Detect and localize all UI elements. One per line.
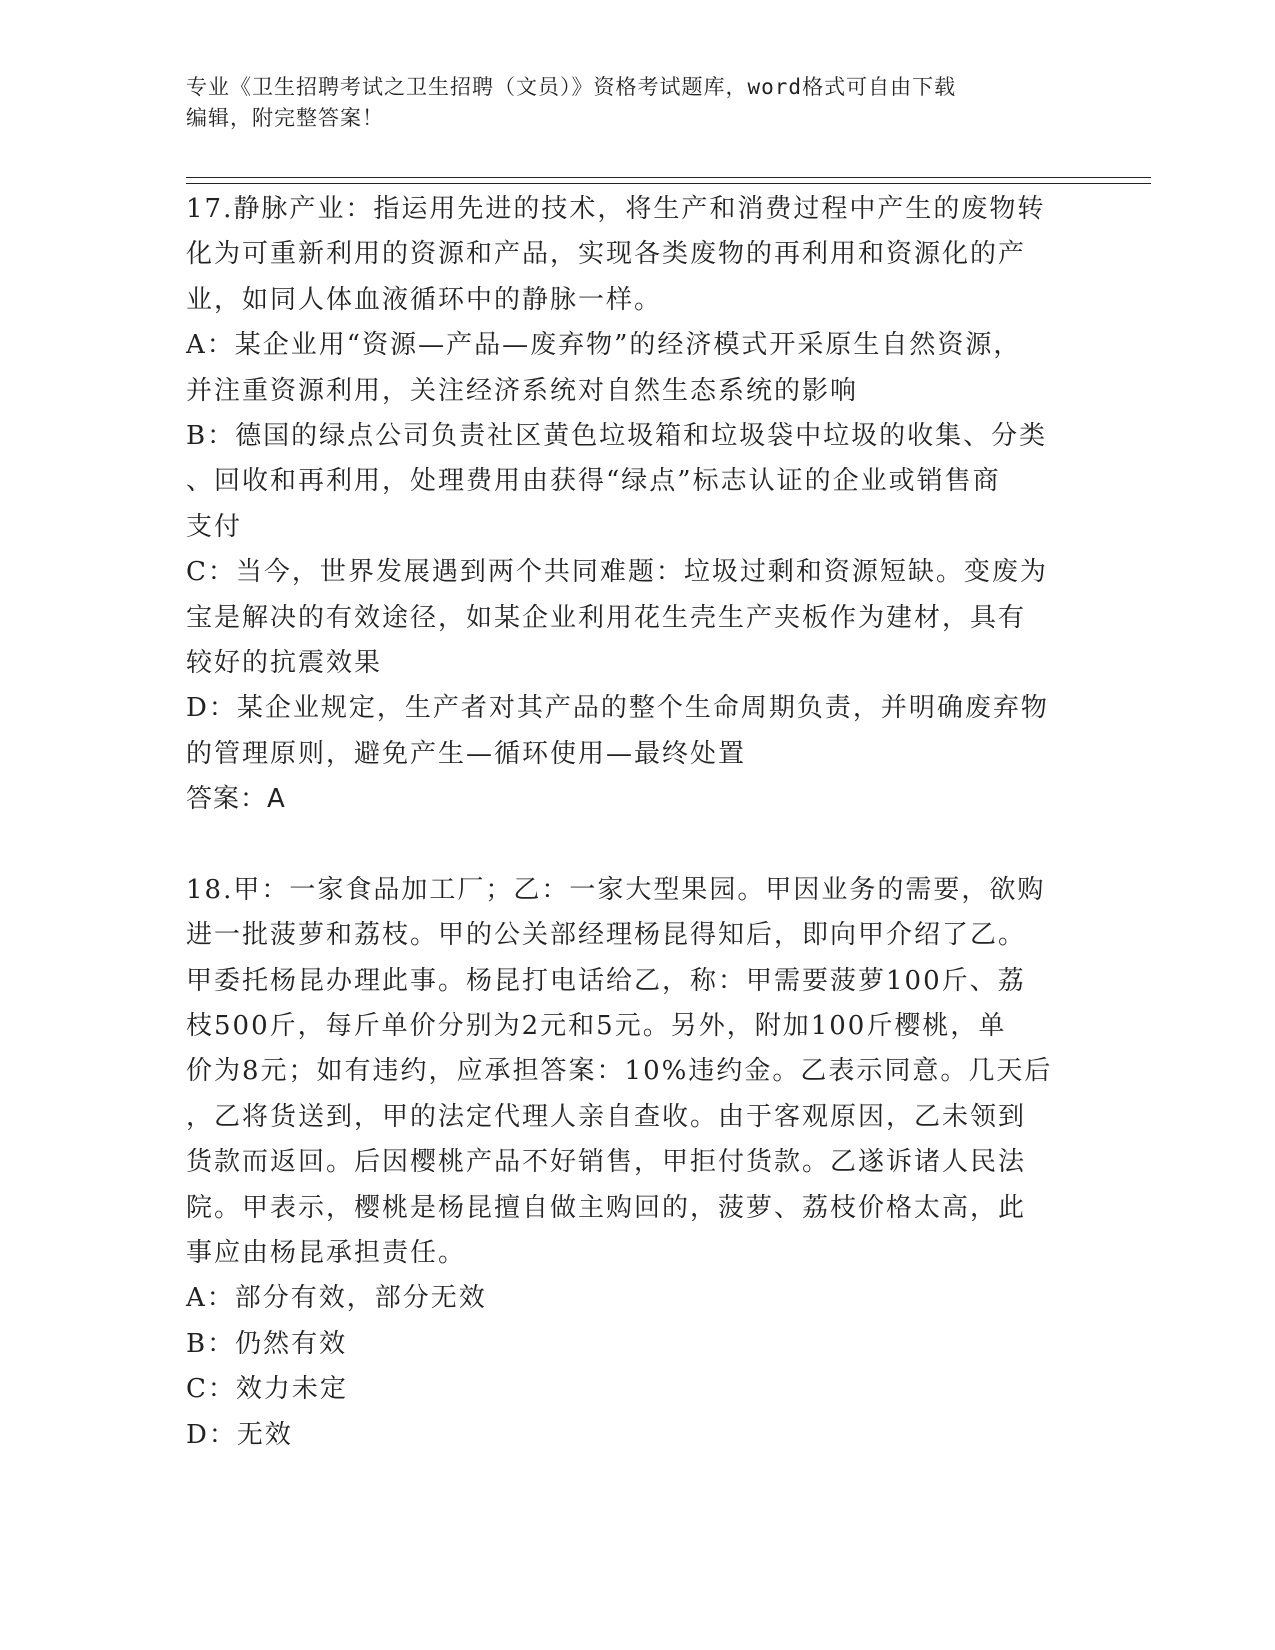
question-18-stem-line-1: 18.甲：一家食品加工厂；乙：一家大型果园。甲因业务的需要，欲购 — [186, 874, 1046, 905]
document-header — [186, 72, 1066, 134]
question-17-stem-line-2: 化为可重新利用的资源和产品，实现各类废物的再利用和资源化的产 — [186, 239, 1027, 270]
question-18 — [186, 868, 1066, 1458]
question-17-option-b-line-2: 、回收和再利用，处理费用由获得“绿点”标志认证的企业或销售商 — [186, 466, 1001, 497]
question-18-option-c: C：效力未定 — [186, 1374, 348, 1405]
question-18-stem-line-9: 事应由杨昆承担责任。 — [186, 1237, 467, 1268]
question-17-option-d-line-2: 的管理原则，避免产生—循环使用—最终处置 — [186, 738, 747, 769]
question-18-stem-line-4: 枝500斤，每斤单价分别为2元和5元。另外，附加100斤樱桃，单 — [186, 1010, 1007, 1041]
header-line-1: 专业《卫生招聘考试之卫生招聘（文员）》资格考试题库，word格式可自由下载 — [186, 75, 957, 99]
question-17-option-b-line-3: 支付 — [186, 511, 243, 542]
question-17 — [186, 187, 1066, 823]
question-18-option-b: B：仍然有效 — [186, 1328, 348, 1359]
question-18-option-a: A：部分有效，部分无效 — [186, 1283, 487, 1314]
question-17-option-b-line-1: B：德国的绿点公司负责社区黄色垃圾箱和垃圾袋中垃圾的收集、分类 — [186, 421, 1048, 452]
question-17-answer: 答案：A — [186, 784, 286, 815]
question-18-stem-line-8: 院。甲表示，樱桃是杨昆擅自做主购回的，菠萝、荔枝价格太高，此 — [186, 1192, 1027, 1223]
question-18-stem-line-2: 进一批菠萝和荔枝。甲的公关部经理杨昆得知后，即向甲介绍了乙。 — [186, 920, 1027, 951]
header-line-2: 编辑，附完整答案！ — [186, 106, 384, 130]
header-divider-bottom — [186, 183, 1151, 184]
question-17-option-a-line-1: A：某企业用“资源—产品—废弃物”的经济模式开采原生自然资源， — [186, 330, 1022, 361]
question-18-stem-line-5: 价为8元；如有违约，应承担答案：10%违约金。乙表示同意。几天后 — [186, 1056, 1053, 1087]
question-17-option-c-line-1: C：当今，世界发展遇到两个共同难题：垃圾过剩和资源短缺。变废为 — [186, 557, 1048, 588]
question-17-stem-line-1: 17.静脉产业：指运用先进的技术，将生产和消费过程中产生的废物转 — [186, 194, 1046, 224]
question-body — [186, 187, 1066, 1458]
question-17-option-c-line-2: 宝是解决的有效途径，如某企业利用花生壳生产夹板作为建材，具有 — [186, 602, 1027, 633]
header-divider-top — [186, 177, 1151, 178]
question-18-stem-line-7: 货款而返回。后因樱桃产品不好销售，甲拒付货款。乙遂诉诸人民法 — [186, 1147, 1027, 1178]
question-18-stem-line-6: ，乙将货送到，甲的法定代理人亲自查收。由于客观原因，乙未领到 — [186, 1101, 1027, 1132]
question-17-option-d-line-1: D：某企业规定，生产者对其产品的整个生命周期负责，并明确废弃物 — [186, 693, 1049, 724]
question-17-option-a-line-2: 并注重资源利用，关注经济系统对自然生态系统的影响 — [186, 375, 859, 406]
question-17-stem-line-3: 业，如同人体血液循环中的静脉一样。 — [186, 284, 663, 315]
question-18-stem-line-3: 甲委托杨昆办理此事。杨昆打电话给乙，称：甲需要菠萝100斤、荔 — [186, 965, 1026, 996]
question-17-option-c-line-3: 较好的抗震效果 — [186, 648, 383, 679]
question-spacer — [186, 823, 1066, 868]
question-18-option-d: D：无效 — [186, 1419, 293, 1450]
